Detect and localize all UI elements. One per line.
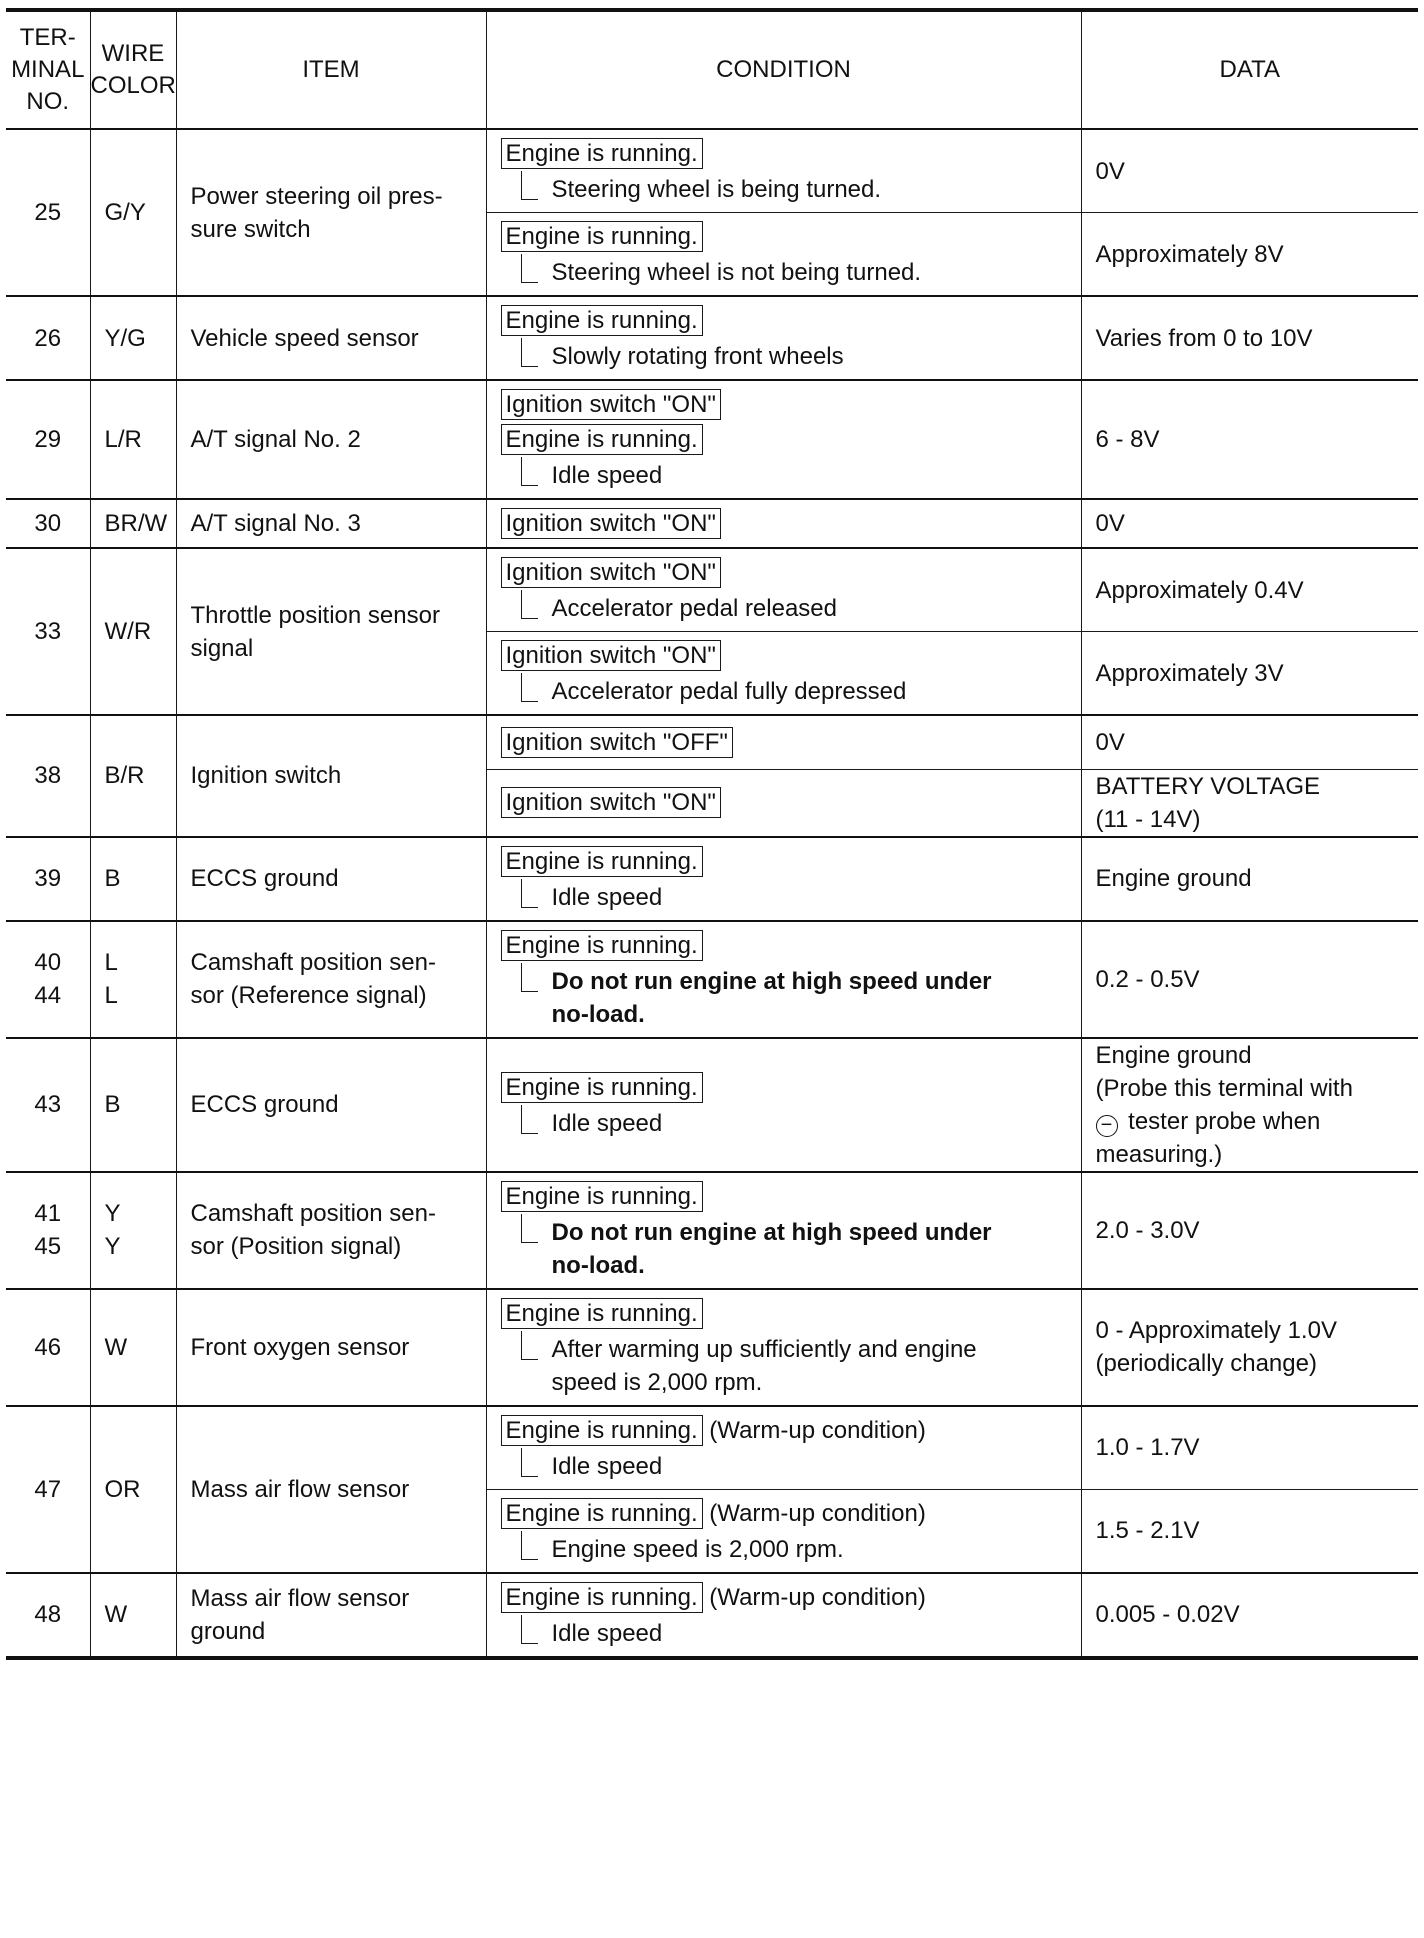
text-line: Idle speed <box>551 1109 663 1137</box>
text-line: 48 <box>34 1601 62 1628</box>
wire-color-cell <box>90 1038 176 1172</box>
text-line: 30 <box>34 510 62 537</box>
condition-cell <box>486 632 1081 716</box>
text-line: Accelerator pedal released <box>551 595 838 622</box>
text-line: Power steering oil pres- <box>190 182 443 210</box>
condition-note: (Warm-up condition) <box>702 1583 926 1611</box>
condition-cell <box>486 548 1081 632</box>
condition-cell <box>486 769 1081 837</box>
sub-condition-text <box>552 173 882 206</box>
terminal-no-cell <box>6 296 90 380</box>
tree-branch-icon <box>521 1331 538 1360</box>
condition-box: Engine is running. <box>501 1072 703 1103</box>
text-line: Ignition switch <box>190 762 342 790</box>
text-line: Front oxygen sensor <box>190 1333 410 1361</box>
text-line: no-load. <box>551 1000 645 1028</box>
text-line: Idle speed <box>551 1452 663 1480</box>
text-line: − tester probe when <box>1096 1105 1411 1138</box>
sub-condition <box>521 1107 1071 1140</box>
text-line: Do not run engine at high speed under <box>551 1218 992 1246</box>
condition-cell <box>486 837 1081 921</box>
text-line: sure switch <box>190 215 311 243</box>
text-line: 0V <box>1095 157 1125 185</box>
text-line: Vehicle speed sensor <box>190 324 419 352</box>
text-line: 0V <box>1095 510 1125 537</box>
condition-box: Engine is running. <box>501 138 703 169</box>
tree-branch-icon <box>521 338 538 367</box>
text-line: A/T signal No. 2 <box>190 426 361 453</box>
text-line: 46 <box>34 1333 62 1361</box>
data-cell <box>1081 1489 1418 1573</box>
table-row <box>6 1573 1418 1658</box>
terminal-no-cell <box>6 715 90 837</box>
text-line: Steering wheel is being turned. <box>551 176 882 203</box>
text-line: A/T signal No. 3 <box>190 510 361 537</box>
text-line: ECCS ground <box>190 1091 339 1118</box>
header-item: ITEM <box>176 10 486 129</box>
condition-box: Engine is running. <box>501 424 703 455</box>
text-line: ground <box>190 1617 266 1645</box>
text-line: 38 <box>34 762 62 790</box>
terminal-group <box>6 1573 1418 1658</box>
text-line: 0V <box>1095 728 1125 756</box>
item-cell <box>176 129 486 296</box>
sub-condition-text <box>552 1617 663 1650</box>
text-line: speed is 2,000 rpm. <box>551 1368 763 1396</box>
text-line: L <box>104 982 118 1009</box>
data-cell <box>1081 499 1418 548</box>
table-row <box>6 1406 1418 1490</box>
wire-color-cell <box>90 1289 176 1406</box>
text-line: 1.0 - 1.7V <box>1095 1434 1200 1461</box>
condition-cell <box>486 1489 1081 1573</box>
text-line: Engine ground <box>1095 865 1252 892</box>
text-line: Approximately 8V <box>1095 240 1284 268</box>
data-cell <box>1081 380 1418 499</box>
terminal-group <box>6 837 1418 921</box>
text-line: Mass air flow sensor <box>190 1584 410 1612</box>
condition-cell <box>486 1289 1081 1406</box>
sub-condition <box>521 592 1071 625</box>
sub-condition-text <box>552 256 922 289</box>
condition-box: Engine is running. <box>501 221 703 252</box>
table-row <box>6 129 1418 213</box>
minus-circle-icon: − <box>1096 1115 1118 1137</box>
text-line: 33 <box>34 618 62 645</box>
condition-cell <box>486 715 1081 769</box>
data-cell <box>1081 715 1418 769</box>
text-line: Varies from 0 to 10V <box>1095 324 1313 352</box>
sub-condition-text <box>552 592 838 625</box>
condition-box: Ignition switch "ON" <box>501 557 721 588</box>
table-row <box>6 1038 1418 1172</box>
table-row <box>6 715 1418 769</box>
condition-cell <box>486 380 1081 499</box>
terminal-group <box>6 499 1418 548</box>
data-cell <box>1081 1289 1418 1406</box>
text-line: B/R <box>104 762 145 790</box>
text-line: 29 <box>34 426 62 453</box>
table-row <box>6 296 1418 380</box>
terminal-no-cell <box>6 548 90 715</box>
terminal-no-cell <box>6 921 90 1038</box>
tree-branch-icon <box>521 1105 538 1134</box>
condition-box: Engine is running. <box>501 846 703 877</box>
text-line: L <box>104 949 118 976</box>
text-line: (11 - 14V) <box>1095 805 1201 833</box>
text-line: W/R <box>104 618 152 645</box>
sub-condition-text <box>552 1216 992 1282</box>
condition-box: Engine is running. <box>501 305 703 336</box>
tree-branch-icon <box>521 1448 538 1477</box>
text-line: Y <box>104 1233 121 1260</box>
sub-condition <box>521 1216 1071 1282</box>
item-cell <box>176 1038 486 1172</box>
item-cell <box>176 499 486 548</box>
text-line: sor (Reference signal) <box>190 982 427 1009</box>
text-line: OR <box>104 1475 141 1503</box>
text-line: 6 - 8V <box>1095 426 1160 453</box>
text-line: 0 - Approximately 1.0V <box>1095 1317 1337 1344</box>
tree-branch-icon <box>521 171 538 200</box>
text-line: L/R <box>104 426 142 453</box>
item-cell <box>176 1573 486 1658</box>
condition-cell <box>486 1038 1081 1172</box>
data-cell <box>1081 1573 1418 1658</box>
data-cell <box>1081 632 1418 716</box>
text-line: BATTERY VOLTAGE <box>1095 772 1321 800</box>
condition-cell <box>486 129 1081 213</box>
data-cell <box>1081 1038 1418 1172</box>
sub-condition-text <box>552 1450 663 1483</box>
tree-branch-icon <box>521 254 538 283</box>
sub-condition <box>521 459 1071 492</box>
sub-condition-text <box>552 1333 977 1399</box>
condition-cell <box>486 1573 1081 1658</box>
terminal-group <box>6 380 1418 499</box>
text-line: 40 <box>34 949 62 976</box>
text-line: Camshaft position sen- <box>190 949 436 976</box>
condition-box: Engine is running. <box>501 1181 703 1212</box>
condition-box: Engine is running. <box>501 1498 703 1529</box>
text-line: ECCS ground <box>190 865 339 892</box>
item-cell <box>176 1289 486 1406</box>
text-line: 0.2 - 0.5V <box>1095 965 1200 993</box>
text-line: 43 <box>34 1091 62 1118</box>
table-header-row <box>6 10 1418 129</box>
text-line: Idle speed <box>551 883 663 911</box>
sub-condition-text <box>552 965 992 1031</box>
terminal-group <box>6 1406 1418 1573</box>
condition-cell <box>486 1406 1081 1490</box>
sub-condition-text <box>552 675 907 708</box>
wire-color-cell <box>90 715 176 837</box>
text-line: BR/W <box>104 510 168 537</box>
condition-note: (Warm-up condition) <box>702 1499 926 1527</box>
wire-color-cell <box>90 296 176 380</box>
sub-condition-text <box>552 1533 844 1566</box>
text-line: Approximately 3V <box>1095 659 1284 687</box>
sub-condition <box>521 675 1071 708</box>
item-cell <box>176 548 486 715</box>
item-cell <box>176 380 486 499</box>
condition-box: Ignition switch "ON" <box>501 640 721 671</box>
text-line: 39 <box>34 865 62 892</box>
item-cell <box>176 296 486 380</box>
item-cell <box>176 837 486 921</box>
text-line: W <box>104 1601 128 1628</box>
table-row <box>6 1289 1418 1406</box>
text-line: B <box>104 865 121 892</box>
condition-box: Ignition switch "ON" <box>501 508 721 539</box>
tree-branch-icon <box>521 590 538 619</box>
terminal-no-cell <box>6 1406 90 1573</box>
condition-box: Ignition switch "ON" <box>501 787 721 818</box>
data-cell <box>1081 921 1418 1038</box>
terminal-group <box>6 1289 1418 1406</box>
item-cell <box>176 715 486 837</box>
sub-condition-text <box>552 340 844 373</box>
terminal-no-cell <box>6 380 90 499</box>
terminal-group <box>6 1172 1418 1289</box>
table-row <box>6 380 1418 499</box>
wire-color-cell <box>90 1172 176 1289</box>
text-line: Slowly rotating front wheels <box>551 343 844 370</box>
item-cell <box>176 1406 486 1573</box>
terminal-group <box>6 921 1418 1038</box>
wire-color-cell <box>90 1573 176 1658</box>
table-row <box>6 837 1418 921</box>
tree-branch-icon <box>521 673 538 702</box>
text-line: Approximately 0.4V <box>1095 576 1304 604</box>
text-line: Engine speed is 2,000 rpm. <box>551 1535 844 1563</box>
tree-branch-icon <box>521 879 538 908</box>
text-line: G/Y <box>104 199 146 226</box>
text-line: (Probe this terminal with <box>1095 1074 1353 1102</box>
text-line: 26 <box>34 324 62 352</box>
data-cell <box>1081 129 1418 213</box>
condition-box: Engine is running. <box>501 1298 703 1329</box>
header-condition: CONDITION <box>486 10 1081 129</box>
condition-cell <box>486 499 1081 548</box>
condition-box: Ignition switch "OFF" <box>501 727 733 758</box>
text-line: 45 <box>34 1233 62 1260</box>
terminal-group <box>6 715 1418 837</box>
text-line: Do not run engine at high speed under <box>551 967 992 995</box>
text-line: 0.005 - 0.02V <box>1095 1601 1240 1628</box>
text-line: 2.0 - 3.0V <box>1095 1216 1200 1244</box>
sub-condition <box>521 340 1071 373</box>
tree-branch-icon <box>521 1214 538 1243</box>
condition-box: Engine is running. <box>501 1582 703 1613</box>
condition-box: Engine is running. <box>501 930 703 961</box>
sub-condition <box>521 1533 1071 1566</box>
data-cell <box>1081 1172 1418 1289</box>
terminal-no-cell <box>6 1573 90 1658</box>
condition-cell <box>486 213 1081 297</box>
item-cell <box>176 921 486 1038</box>
table-row <box>6 548 1418 632</box>
sub-condition-text <box>552 1107 663 1140</box>
terminal-group <box>6 1038 1418 1172</box>
text-line: Y/G <box>104 324 146 352</box>
sub-condition <box>521 965 1071 1031</box>
wire-color-cell <box>90 1406 176 1573</box>
sub-condition <box>521 173 1071 206</box>
terminal-no-cell <box>6 837 90 921</box>
text-line: Idle speed <box>551 1619 663 1647</box>
sub-condition <box>521 1450 1071 1483</box>
wire-color-cell <box>90 129 176 296</box>
condition-note: (Warm-up condition) <box>702 1416 926 1444</box>
header-wire-color: WIRE COLOR <box>90 10 176 129</box>
text-line: Y <box>104 1200 121 1227</box>
text-line: 25 <box>34 199 62 226</box>
sub-condition <box>521 1333 1071 1399</box>
condition-cell <box>486 296 1081 380</box>
data-cell <box>1081 769 1418 837</box>
terminal-group <box>6 296 1418 380</box>
terminal-group <box>6 129 1418 296</box>
table-row <box>6 499 1418 548</box>
text-line: sor (Position signal) <box>190 1233 402 1260</box>
wire-color-cell <box>90 548 176 715</box>
text-line: no-load. <box>551 1251 645 1279</box>
table-row <box>6 1172 1418 1289</box>
terminal-no-cell <box>6 1038 90 1172</box>
sub-condition-text <box>552 881 663 914</box>
text-line: Accelerator pedal fully depressed <box>551 678 907 705</box>
item-cell <box>176 1172 486 1289</box>
text-line: 1.5 - 2.1V <box>1095 1517 1200 1544</box>
wire-color-cell <box>90 837 176 921</box>
condition-cell <box>486 921 1081 1038</box>
text-line: Camshaft position sen- <box>190 1200 436 1227</box>
wire-color-cell <box>90 921 176 1038</box>
text-line: Mass air flow sensor <box>190 1475 410 1503</box>
text-line: After warming up sufficiently and engine <box>551 1335 977 1363</box>
text-line: Engine ground <box>1095 1041 1252 1069</box>
terminal-group <box>6 548 1418 715</box>
terminal-no-cell <box>6 1289 90 1406</box>
text-line: Throttle position sensor <box>190 601 440 629</box>
data-cell <box>1081 837 1418 921</box>
header-data: DATA <box>1081 10 1418 129</box>
text-line: W <box>104 1333 128 1361</box>
text-line: Idle speed <box>551 462 663 489</box>
text-line: Steering wheel is not being turned. <box>551 259 922 286</box>
terminal-no-cell <box>6 499 90 548</box>
tree-branch-icon <box>521 1531 538 1560</box>
text-line: 47 <box>34 1475 62 1503</box>
header-terminal-no: TER- MINAL NO. <box>6 10 90 129</box>
data-cell <box>1081 1406 1418 1490</box>
terminal-no-cell <box>6 1172 90 1289</box>
terminal-no-cell <box>6 129 90 296</box>
table-row <box>6 921 1418 1038</box>
sub-condition-text <box>552 459 663 492</box>
text-line: 41 <box>34 1200 62 1227</box>
sub-condition <box>521 256 1071 289</box>
tree-branch-icon <box>521 963 538 992</box>
wire-color-cell <box>90 380 176 499</box>
condition-cell <box>486 1172 1081 1289</box>
data-cell <box>1081 296 1418 380</box>
wire-color-cell <box>90 499 176 548</box>
text-line: 44 <box>34 982 62 1009</box>
text-line: signal <box>190 634 254 662</box>
sub-condition <box>521 881 1071 914</box>
tree-branch-icon <box>521 457 538 486</box>
condition-box: Engine is running. <box>501 1415 703 1446</box>
text-line: B <box>104 1091 121 1118</box>
ecm-terminal-table <box>6 8 1418 1660</box>
sub-condition <box>521 1617 1071 1650</box>
text-line: (periodically change) <box>1095 1350 1317 1377</box>
tree-branch-icon <box>521 1615 538 1644</box>
data-cell <box>1081 213 1418 297</box>
condition-box: Ignition switch "ON" <box>501 389 721 420</box>
data-cell <box>1081 548 1418 632</box>
text-line: measuring.) <box>1095 1140 1223 1168</box>
